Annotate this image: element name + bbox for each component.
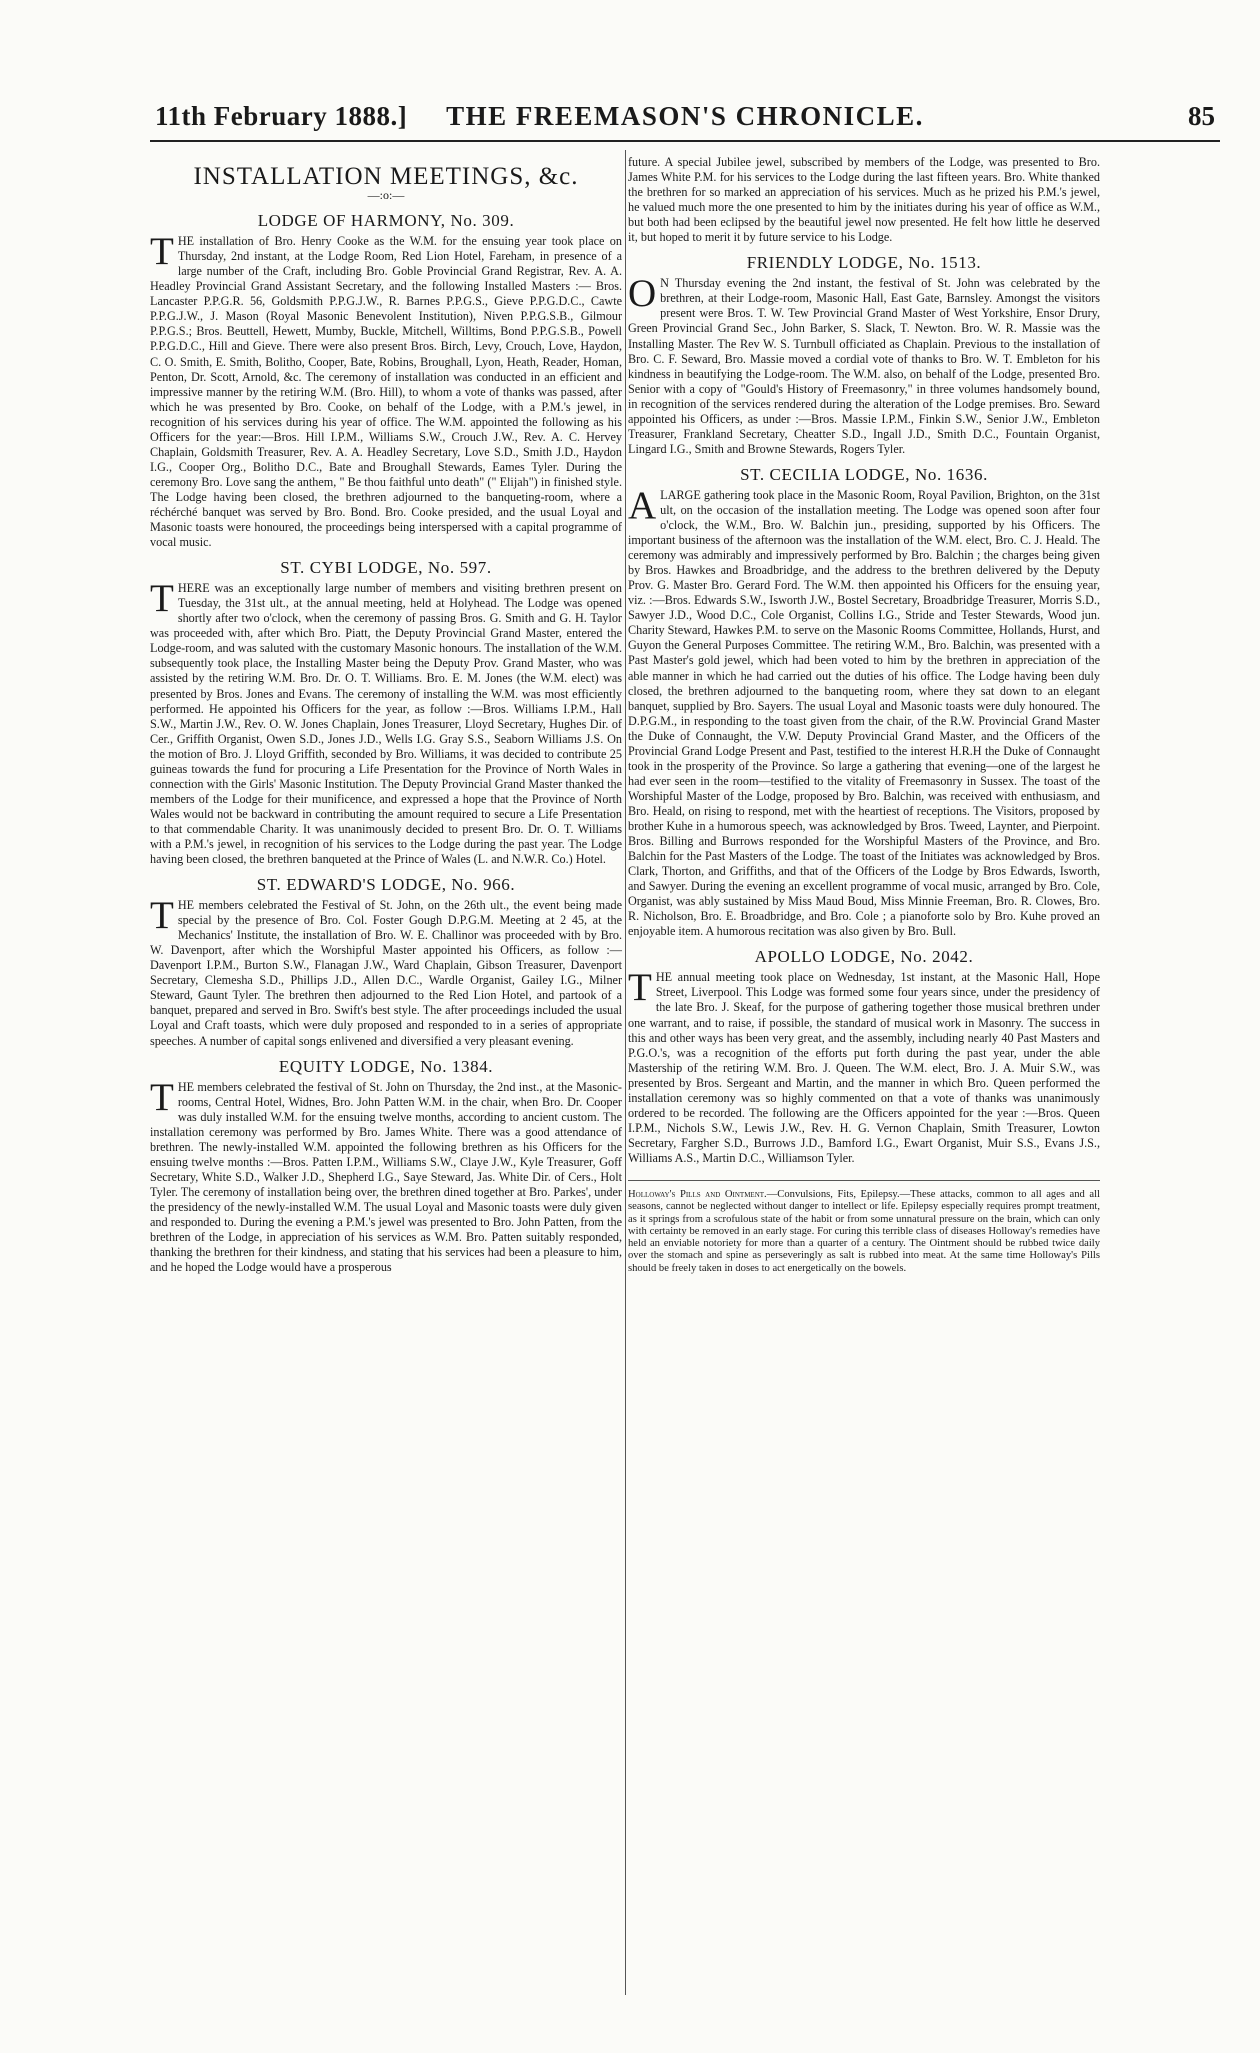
equity-article [150,1075,622,1276]
harmony-article [150,230,622,550]
holloway-advert [628,1189,1100,1275]
ornamental-divider: —:o:— [367,188,405,203]
equity-text: HE members celebrated the festival of St. John on Thursday, the 2nd inst., at the Masonic-rooms, Central Hotel, Widnes, Bro. John Patten W.M. in the chair, when Bro. Dr. Cooper was duly installed W.M. for the ensuing twelve months, according to ancient custom. The installation ceremony was performed by Bro. James White. There was a good attendance of brethren. The newly-installed W.M. appointed the following brethren as his Officers for the ensuing twelve months :—Bros. Patten I.P.M., Williams S.W., Claye J.W., Kyle Treasurer, Goff Secretary, White S.D., Walker J.D., Shepherd I.G., Saye Steward, Jas. White Dir. of Cers., Holt Tyler. The ceremony of installation being over, the brethren dined together at Bro. Parkes', under the presidency of the newly-installed W.M. The usual Loyal and Masonic toasts were duly given and responded to. During the evening a P.M.'s jewel was presented to Bro. John Patten, from the brethren of the Lodge, in appreciation of his services as W.M. Bro. Patten suitably responded, thanking the brethren for their kindness, and stating that his services had been a pleasure to him, and he hoped the Lodge would have a prosperous [150,1079,622,1275]
equity-heading: EQUITY LODGE, No. 1384. [278,1056,494,1076]
harmony-heading: LODGE OF HARMONY, No. 309. [257,211,515,231]
edward-article [150,894,622,1048]
masthead-rule [150,140,1220,142]
friendly-text: N Thursday evening the 2nd instant, the festival of St. John was celebrated by the brethren, at their Lodge-room, Masonic Hall, East Gate, Barnsley. Amongst the visitors present were Bros. T. W. Tew Provincial Grand Master of West Yorkshire, Ensor Drury, Green Provincial Grand Sec., John Barker, S. Slack, T. Newton. Bro. W. R. Massie was the Installing Master. The Rev W. S. Turnbull officiated as Chaplain. Previous to the installation of Bro. C. F. Seward, Bro. Massie moved a cordial vote of thanks to Bro. W. T. Embleton for his kindness in beautifying the Lodge-room. The W.M. also, on behalf of the Lodge, presented Bro. Senior with a copy of "Gould's History of Freemasonry," in three volumes handsomely bound, in recognition of the services rendered during the alteration of the Lodge premises. Bro. Seward appointed his Officers, as under :—Bros. Massie I.P.M., Finkin S.W., Senior J.W., Embleton Treasurer, Frankland Secretary, Cheatter S.D., Ingall J.D., Smith D.C., Fountain Organist, Lingard I.G., Smith and Browne Stewards, Rogers Tyler. [628,276,1100,456]
advert-lead: Holloway's Pills and Ointment. [628,1189,767,1200]
apollo-heading: APOLLO LODGE, No. 2042. [754,947,974,967]
publication-title: THE FREEMASON'S CHRONICLE. [446,101,924,131]
cybi-text: HERE was an exceptionally large number of members and visiting brethren present on Tuesday, the 31st ult., at the annual meeting, held at Holyhead. The Lodge was opened shortly after two o'clock, when the ceremony of passing Bros. G. Smith and G. H. Taylor was proceeded with, after which Bro. Piatt, the Deputy Provincial Grand Master, entered the Lodge-room, and was saluted with the customary Masonic honours. The installation of the W.M. subsequently took place, the Installing Master being the Deputy Prov. Grand Master, who was assisted by the retiring W.M. Bro. Dr. O. T. Williams. Bro. E. M. Jones (the W.M. elect) was presented by Bros. Jones and Evans. The ceremony of installing the W.M. was most efficiently performed. He appointed his Officers for the year, as follow :—Bros. Williams I.P.M., Hall S.W., Martin J.W., Rev. O. W. Jones Chaplain, Jones Treasurer, Lloyd Secretary, Hughes Dir. of Cer., Griffith Organist, Owen S.D., Jones J.D., Wells I.G. Gray S.S., Seaborn Williams J.S. On the motion of Bro. J. Lloyd Griffith, seconded by Bro. Williams, it was decided to contribute 25 guineas towards the fund for procuring a Life Presentation for the Province of North Wales in connection with the Girls' Masonic Institution. The Deputy Provincial Grand Master thanked the members of the Lodge for their munificence, and expressed a hope that the Province of North Wales would not be backward in contributing the amount required to secure a Life Presentation to that commendable Charity. It was unanimously decided to present Bro. Dr. O. T. Williams with a P.M.'s jewel, in recognition of his services to the Lodge during the past year. The Lodge having been closed, the brethren banqueted at the Prince of Wales (L. and N.W.R. Co.) Hotel. [150,581,622,867]
friendly-article [628,272,1100,457]
advert-rule [628,1180,1100,1181]
right-column [628,155,1100,1279]
dropcap: T [150,894,174,938]
edward-heading: ST. EDWARD'S LODGE, No. 966. [256,875,516,895]
equity-continuation: future. A special Jubilee jewel, subscribed by members of the Lodge, was presented to Bro. James White P.M. for his services to the Lodge during the last fifteen years. Bro. White thanked the brethren for so marked an appreciation of his services. Much as he prized his P.M.'s jewel, he valued much more the one presented to him by the initiates during his year of office as W.M., but both had been eclipsed by the beautiful jewel now presented. He felt how little he deserved it, but hoped to merit it by future service to his Lodge. [628,155,1100,245]
dropcap: O [628,272,657,316]
issue-date: 11th February 1888.] [155,101,408,131]
friendly-heading: FRIENDLY LODGE, No. 1513. [746,253,982,273]
dropcap: T [150,577,174,621]
dropcap: T [150,230,174,274]
cecilia-article [628,483,1100,939]
page-number: 85 [1188,101,1215,131]
dropcap: T [628,966,652,1010]
cybi-heading: ST. CYBI LODGE, No. 597. [280,558,492,578]
masthead [155,95,1215,137]
apollo-article [628,966,1100,1166]
installation-meetings-heading: INSTALLATION MEETINGS, &c. [193,163,579,190]
cecilia-heading: ST. CECILIA LODGE, No. 1636. [740,464,988,484]
cybi-article [150,577,622,867]
apollo-text: HE annual meeting took place on Wednesday, 1st instant, at the Masonic Hall, Hope Street, Liverpool. This Lodge was formed some four years since, under the presidency of the late Bro. J. Skeaf, for the purpose of gathering together those musical brethren under one warrant, and to raise, if possible, the standard of musical work in Masonry. The success in this and other ways has been very great, and the assembly, including nearly 40 Past Masters and P.G.O.'s, was a recognition of the efforts put forth during the past year, under the able Mastership of the retiring W.M. Bro. J. Queen. The W.M. elect, Bro. J. A. Muir S.W., was presented by Bros. Sergeant and Martin, and the manner in which Bro. Queen performed the installation ceremony was so highly commented on that a vote of thanks was unanimously ordered to be recorded. The following are the Officers appointed for the year :—Bros. Queen I.P.M., Nichols S.W., Lewis J.W., Rev. H. G. Vernon Chaplain, Smith Treasurer, Lowton Secretary, Fargher S.D., Burrows J.D., Bamford I.G., Ewart Organist, Muir S.S., Evans J.S., Williams A.S., Martin D.C., Williamson Tyler. [628,970,1100,1165]
column-divider [625,150,626,1995]
left-column [150,155,622,1279]
dropcap: A [628,483,657,527]
cecilia-text: LARGE gathering took place in the Masonic Room, Royal Pavilion, Brighton, on the 31st ult, on the occasion of the installation meeting. The Lodge was opened soon after four o'clock, the W.M., Bro. W. Balchin jun., presiding, supported by his Officers. The important business of the afternoon was the installation of the W.M. elect, Bro. C. J. Heald. The ceremony was admirably and impressively performed by Bro. Balchin ; the charges being given by Bros. Hawkes and Broadbridge, and the address to the brethren delivered by the Deputy Prov. G. Master Bro. Gerard Ford. The W.M. then appointed his Officers for the ensuing year, viz. :—Bros. Edwards S.W., Isworth J.W., Bostel Secretary, Broadbridge Treasurer, Morris S.D., Sawyer J.D., Wood D.C., Cole Organist, Collins I.G., Stride and Tester Stewards, Wood jun. Charity Steward, Hawkes P.M. to serve on the Masonic Rooms Committee, Hollands, Hurst, and Guyon the General Purposes Committee. The retiring W.M., Bro. Balchin, was presented with a Past Master's gold jewel, which had been voted to him by the brethren in appreciation of the able manner in which he had carried out the duties of his office. The Lodge having been duly closed, the brethren adjourned to the banqueting room, where they sat down to an elegant banquet, supplied by Bro. Sayers. The usual Loyal and Masonic toasts were duly honoured. The D.P.G.M., in responding to the toast given from the chair, of the R.W. Provincial Grand Master the Duke of Connaught, the V.W. Deputy Provincial Grand Master, and the Officers of the Provincial Grand Lodge Present and Past, testified to the interest H.R.H the Duke of Connaught took in the prosperity of the Province. So large a gathering that evening—one of the largest he had ever seen in the room—testified to the vitality of Freemasonry in Sussex. The toast of the Worshipful Master of the Lodge, proposed by Bro. Balchin, was received with enthusiasm, and Bro. Heald, on rising to respond, met with the heartiest of receptions. The Visitors, proposed by brother Kuhe in a humorous speech, was acknowledged by Bros. Tweed, Laynter, and Pierpoint. Bros. Billing and Burrows responded for the Worshipful Masters of the Province, and Bro. Balchin for the Past Masters of the Lodge. The toast of the Initiates was acknowledged by Bros. Clark, Thorton, and Griffiths, and that of the Officers of the Lodge by Bros Edwards, Isworth, and Sawyer. During the evening an excellent programme of vocal music, arranged by Bro. Cole, Organist, was ably sustained by Miss Maud Boud, Miss Minnie Freeman, Bro. R. Clowes, Bro. R. Nicholson, Bro. E. Broadbridge, and Bro. Cole ; a pianoforte solo by Bro. Kuhe proved an enjoyable item. A humorous recitation was also given by Bro. Bull. [628,487,1100,939]
advert-text: —Convulsions, Fits, Epilepsy.—These attacks, common to all ages and all seasons, cannot be neglected without danger to intellect or life. Epilepsy especially requires prompt treatment, as it springs from a scrofulous state of the habit or from some unnatural pressure on the brain, which can only with certainty be removed in an early stage. For curing this terrible class of diseases Holloway's remedies have held an enviable notoriety for more than a quarter of a century. The Ointment should be rubbed twice daily over the stomach and spine as perseveringly as salt is rubbed into meat. At the same time Holloway's Pills should be freely taken in doses to act energetically on the bowels. [628,1189,1100,1274]
edward-text: HE members celebrated the Festival of St. John, on the 26th ult., the event being made special by the presence of Bro. Col. Foster Gough D.P.G.M. Meeting at 2 45, at the Mechanics' Institute, the installation of Bro. W. E. Challinor was proceeded with by Bro. W. Davenport, after which the Worshipful Master appointed his Officers, as follow :—Davenport I.P.M., Burton S.W., Flanagan J.W., Ward Chaplain, Gibson Treasurer, Davenport Secretary, Clemesha S.D., Phillips J.D., Allen D.C., Wardle Organist, Gailey I.G., Milner Steward, Gaunt Tyler. The brethren then adjourned to the Red Lion Hotel, and partook of a banquet, prepared and served in Bro. Swift's best style. The after proceedings included the usual Loyal and Craft toasts, which were duly proposed and responded to in a series of appropriate speeches. A number of capital songs enlivened and diversified a very pleasant evening. [150,898,622,1048]
harmony-text: HE installation of Bro. Henry Cooke as the W.M. for the ensuing year took place on Thursday, 2nd instant, at the Lodge Room, Red Lion Hotel, Fareham, in presence of a large number of the Craft, including Bro. Goble Provincial Grand Registrar, Rev. A. A. Headley Provincial Grand Assistant Secretary, and the following Installed Masters :— Bros. Lancaster P.P.G.R. 56, Goldsmith P.P.G.J.W., R. Barnes P.P.G.S., Gieve P.P.G.D.C., Cawte P.P.G.J.W., J. Mason (Royal Masonic Benevolent Institution), Niven P.P.G.S.B., Gilmour P.P.G.S.; Bros. Beuttell, Hewett, Mumby, Buckle, Mitchell, Willtims, Bond P.P.G.S.B., Powell P.P.G.D.C., Hill and Gieve. There were also present Bros. Birch, Levy, Crouch, Love, Haydon, C. O. Smith, E. Smith, Bolitho, Cooper, Bate, Robins, Broughall, Lyon, Heath, Reader, Homan, Penton, Dr. Scott, Arnold, &c. The ceremony of installation was conducted in an efficient and impressive manner by the retiring W.M. (Bro. Hill), to whom a vote of thanks was passed, after which he was presented by Bro. Cooke, on behalf of the Lodge, with a P.M.'s jewel, in recognition of his services during his year of office. The W.M. appointed the following as his Officers for the year:—Bros. Hill I.P.M., Williams S.W., Crouch J.W., Rev. A. C. Hervey Chaplain, Goldsmith Treasurer, Rev. A. A. Headley Secretary, Love S.D., Smith J.D., Haydon I.G., Cooper Org., Bolitho D.C., Bate and Broughall Stewards, Eames Tyler. During the ceremony Bro. Love sang the anthem, " Be thou faithful unto death" (" Elijah") in finished style. The Lodge having been closed, the brethren adjourned to the banqueting-room, where a réchérché banquet was served by Bro. Bond. Bro. Cooke presided, and the usual Loyal and Masonic toasts were honoured, the proceedings being interspersed with a capital programme of vocal music. [150,234,622,550]
dropcap: T [150,1075,174,1119]
